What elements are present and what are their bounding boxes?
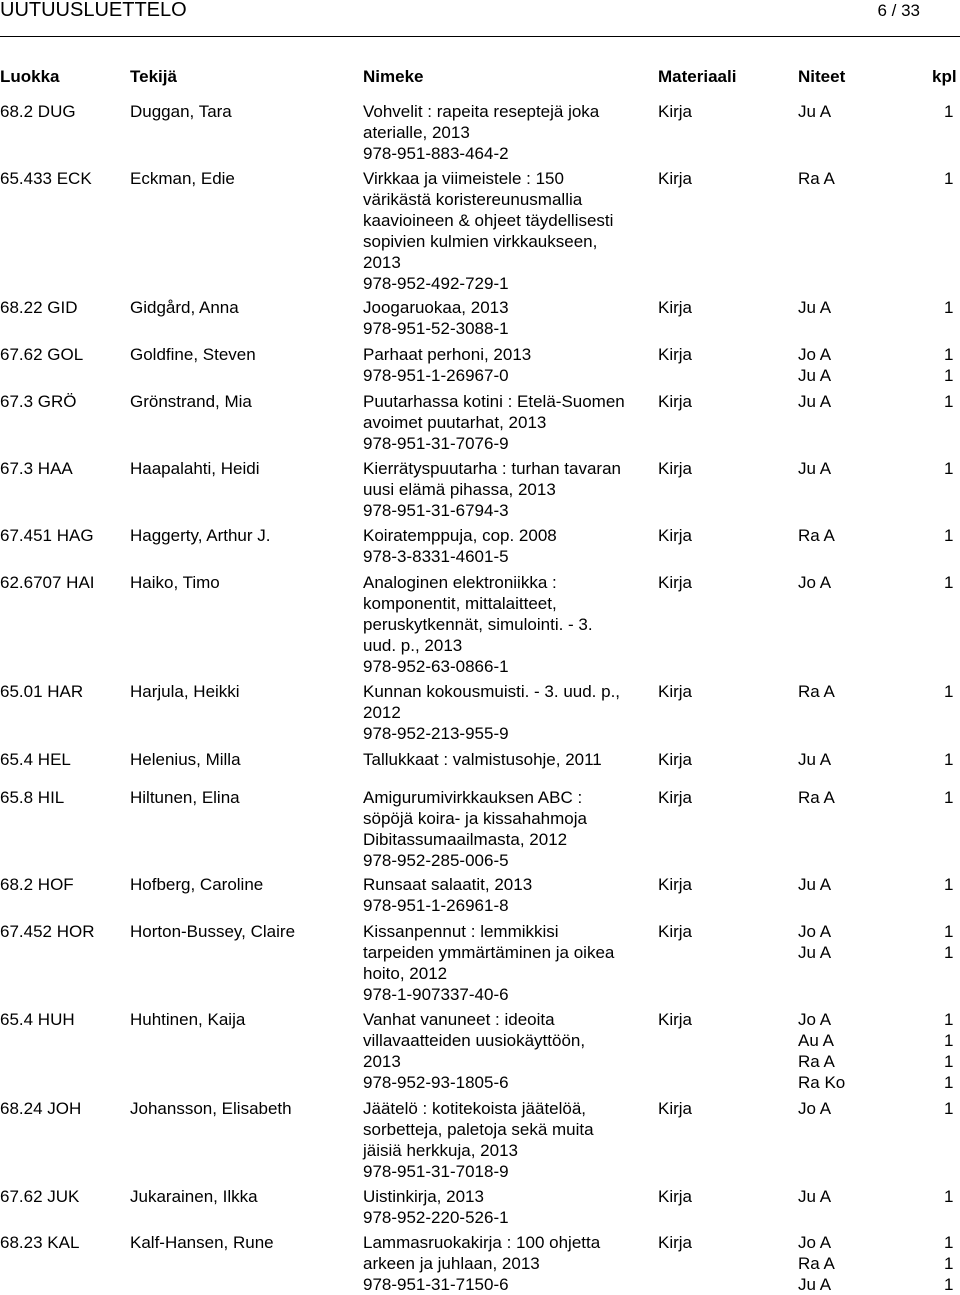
header-rule: [0, 36, 960, 37]
page-title: UUTUUSLUETTELO: [0, 0, 187, 21]
nimeke-line: 978-952-93-1805-6: [363, 1073, 509, 1092]
cell-nimeke: [363, 787, 663, 871]
cell-materiaali: Kirja: [658, 875, 693, 894]
nimeke-line: sopivien kulmien virkkaukseen,: [363, 232, 598, 251]
nimeke-line: 978-952-285-006-5: [363, 851, 509, 870]
cell-luokka: 67.3 GRÖ: [0, 392, 77, 411]
nimeke-line: Kierrätyspuutarha : turhan tavaran: [363, 459, 621, 478]
cell-kpl: [944, 1186, 953, 1207]
niteet-line: Ju A: [798, 943, 832, 962]
nimeke-line: 978-952-63-0866-1: [363, 657, 509, 676]
nimeke-line: Tallukkaat : valmistusohje, 2011: [363, 750, 602, 769]
cell-luokka: 67.451 HAG: [0, 526, 94, 545]
cell-niteet: [798, 1009, 845, 1093]
nimeke-line: villavaatteiden uusiokäyttöön,: [363, 1031, 586, 1050]
cell-tekija: Duggan, Tara: [130, 102, 232, 121]
nimeke-line: jäisiä herkkuja, 2013: [363, 1141, 518, 1160]
kpl-line: 1: [944, 682, 954, 701]
niteet-line: Jo A: [798, 1010, 832, 1029]
cell-tekija: Johansson, Elisabeth: [130, 1099, 292, 1118]
cell-kpl: [944, 749, 953, 770]
cell-tekija: Haapalahti, Heidi: [130, 459, 260, 478]
nimeke-line: uud. p., 2013: [363, 636, 463, 655]
cell-tekija: Hofberg, Caroline: [130, 875, 264, 894]
nimeke-line: 2013: [363, 1052, 401, 1071]
cell-kpl: [944, 787, 953, 808]
cell-tekija: Huhtinen, Kaija: [130, 1010, 246, 1029]
cell-nimeke: [363, 1186, 663, 1228]
cell-materiaali: Kirja: [658, 345, 693, 364]
nimeke-line: Analoginen elektroniikka :: [363, 573, 557, 592]
cell-luokka: 68.2 DUG: [0, 102, 76, 121]
nimeke-line: sorbetteja, paletoja sekä muita: [363, 1120, 594, 1139]
cell-niteet: [798, 787, 835, 808]
niteet-line: Ra A: [798, 1052, 835, 1071]
cell-materiaali: Kirja: [658, 573, 693, 592]
cell-materiaali: Kirja: [658, 922, 693, 941]
niteet-line: Ju A: [798, 392, 832, 411]
kpl-line: 1: [944, 875, 954, 894]
nimeke-line: värikästä koristereunusmallia: [363, 190, 583, 209]
cell-niteet: [798, 168, 835, 189]
cell-niteet: [798, 344, 831, 386]
cell-tekija: Gidgård, Anna: [130, 298, 239, 317]
nimeke-line: 978-3-8331-4601-5: [363, 547, 509, 566]
kpl-line: 1: [944, 1275, 954, 1294]
cell-luokka: 65.01 HAR: [0, 682, 84, 701]
cell-niteet: [798, 297, 831, 318]
cell-nimeke: [363, 297, 663, 339]
nimeke-line: 978-951-1-26961-8: [363, 896, 509, 915]
niteet-line: Ra A: [798, 169, 835, 188]
nimeke-line: Amigurumivirkkauksen ABC :: [363, 788, 583, 807]
niteet-line: Ra Ko: [798, 1073, 846, 1092]
nimeke-line: Joogaruokaa, 2013: [363, 298, 509, 317]
cell-nimeke: [363, 1232, 663, 1295]
cell-tekija: Kalf-Hansen, Rune: [130, 1233, 274, 1252]
cell-nimeke: [363, 458, 663, 521]
kpl-line: 1: [944, 1099, 954, 1118]
nimeke-line: 2013: [363, 253, 401, 272]
nimeke-line: hoito, 2012: [363, 964, 448, 983]
cell-materiaali: Kirja: [658, 1010, 693, 1029]
nimeke-line: Jäätelö : kotitekoista jäätelöä,: [363, 1099, 587, 1118]
nimeke-line: 978-951-31-7018-9: [363, 1162, 509, 1181]
nimeke-line: 978-951-52-3088-1: [363, 319, 509, 338]
nimeke-line: söpöjä koira- ja kissahahmoja: [363, 809, 587, 828]
nimeke-line: Virkkaa ja viimeistele : 150: [363, 169, 564, 188]
kpl-line: 1: [944, 788, 954, 807]
cell-nimeke: [363, 749, 663, 770]
nimeke-line: komponentit, mittalaitteet,: [363, 594, 557, 613]
nimeke-line: tarpeiden ymmärtäminen ja oikea: [363, 943, 615, 962]
cell-materiaali: Kirja: [658, 169, 693, 188]
cell-luokka: 68.2 HOF: [0, 875, 74, 894]
nimeke-line: 978-951-883-464-2: [363, 144, 509, 163]
col-header-nimeke: Nimeke: [363, 67, 424, 86]
cell-nimeke: [363, 391, 663, 454]
nimeke-line: Puutarhassa kotini : Etelä-Suomen: [363, 392, 625, 411]
cell-materiaali: Kirja: [658, 788, 693, 807]
nimeke-line: Parhaat perhoni, 2013: [363, 345, 532, 364]
cell-niteet: [798, 1232, 835, 1295]
nimeke-line: 978-1-907337-40-6: [363, 985, 509, 1004]
cell-nimeke: [363, 921, 663, 1005]
niteet-line: Jo A: [798, 1233, 832, 1252]
cell-nimeke: [363, 344, 663, 386]
cell-materiaali: Kirja: [658, 1099, 693, 1118]
nimeke-line: 978-951-31-7150-6: [363, 1275, 509, 1294]
col-header-niteet: Niteet: [798, 67, 846, 86]
cell-tekija: Hiltunen, Elina: [130, 788, 240, 807]
nimeke-line: 978-951-31-6794-3: [363, 501, 509, 520]
nimeke-line: Uistinkirja, 2013: [363, 1187, 484, 1206]
col-header-tekija: Tekijä: [130, 67, 177, 86]
cell-luokka: 68.23 KAL: [0, 1233, 80, 1252]
cell-materiaali: Kirja: [658, 102, 693, 121]
niteet-line: Ra A: [798, 788, 835, 807]
cell-kpl: [944, 921, 953, 963]
niteet-line: Ra A: [798, 1254, 835, 1273]
kpl-line: 1: [944, 1010, 954, 1029]
cell-niteet: [798, 572, 831, 593]
cell-luokka: 65.4 HUH: [0, 1010, 75, 1029]
cell-materiaali: Kirja: [658, 459, 693, 478]
nimeke-line: 978-952-492-729-1: [363, 274, 509, 293]
kpl-line: 1: [944, 943, 954, 962]
cell-nimeke: [363, 1009, 663, 1093]
cell-luokka: 68.22 GID: [0, 298, 78, 317]
cell-materiaali: Kirja: [658, 298, 693, 317]
niteet-line: Ju A: [798, 366, 832, 385]
kpl-line: 1: [944, 526, 954, 545]
cell-nimeke: [363, 874, 663, 916]
kpl-line: 1: [944, 1031, 954, 1050]
cell-niteet: [798, 921, 831, 963]
nimeke-line: Vohvelit : rapeita reseptejä joka: [363, 102, 600, 121]
cell-kpl: [944, 1232, 953, 1295]
cell-tekija: Harjula, Heikki: [130, 682, 240, 701]
niteet-line: Ju A: [798, 298, 832, 317]
cell-niteet: [798, 458, 831, 479]
nimeke-line: uusi elämä pihassa, 2013: [363, 480, 556, 499]
kpl-line: 1: [944, 169, 954, 188]
cell-materiaali: Kirja: [658, 1187, 693, 1206]
niteet-line: Ju A: [798, 459, 832, 478]
nimeke-line: aterialle, 2013: [363, 123, 470, 142]
cell-niteet: [798, 391, 831, 412]
kpl-line: 1: [944, 392, 954, 411]
cell-niteet: [798, 749, 831, 770]
cell-tekija: Helenius, Milla: [130, 750, 241, 769]
niteet-line: Ju A: [798, 1187, 832, 1206]
cell-nimeke: [363, 572, 663, 677]
cell-nimeke: [363, 168, 663, 294]
cell-luokka: 65.4 HEL: [0, 750, 71, 769]
kpl-line: 1: [944, 459, 954, 478]
niteet-line: Ju A: [798, 875, 832, 894]
kpl-line: 1: [944, 102, 954, 121]
nimeke-line: 978-951-1-26967-0: [363, 366, 509, 385]
cell-kpl: [944, 681, 953, 702]
col-header-materiaali: Materiaali: [658, 67, 737, 86]
cell-luokka: 65.433 ECK: [0, 169, 92, 188]
cell-tekija: Haggerty, Arthur J.: [130, 526, 271, 545]
cell-tekija: Eckman, Edie: [130, 169, 235, 188]
niteet-line: Au A: [798, 1031, 834, 1050]
nimeke-line: 978-951-31-7076-9: [363, 434, 509, 453]
col-header-kpl: kpl: [932, 67, 957, 86]
kpl-line: 1: [944, 750, 954, 769]
cell-luokka: 62.6707 HAI: [0, 573, 95, 592]
cell-niteet: [798, 1098, 831, 1119]
cell-niteet: [798, 525, 835, 546]
kpl-line: 1: [944, 1187, 954, 1206]
nimeke-line: Kissanpennut : lemmikkisi: [363, 922, 559, 941]
niteet-line: Jo A: [798, 345, 832, 364]
cell-nimeke: [363, 525, 663, 567]
cell-tekija: Goldfine, Steven: [130, 345, 256, 364]
nimeke-line: Runsaat salaatit, 2013: [363, 875, 533, 894]
kpl-line: 1: [944, 922, 954, 941]
niteet-line: Ra A: [798, 682, 835, 701]
niteet-line: Ra A: [798, 526, 835, 545]
nimeke-line: avoimet puutarhat, 2013: [363, 413, 547, 432]
cell-kpl: [944, 297, 953, 318]
nimeke-line: Lammasruokakirja : 100 ohjetta: [363, 1233, 601, 1252]
cell-niteet: [798, 874, 831, 895]
kpl-line: 1: [944, 298, 954, 317]
niteet-line: Ju A: [798, 750, 832, 769]
cell-tekija: Horton-Bussey, Claire: [130, 922, 296, 941]
cell-materiaali: Kirja: [658, 1233, 693, 1252]
cell-niteet: [798, 101, 831, 122]
col-header-luokka: Luokka: [0, 67, 60, 86]
cell-nimeke: [363, 101, 663, 164]
cell-materiaali: Kirja: [658, 750, 693, 769]
nimeke-line: 2012: [363, 703, 401, 722]
cell-niteet: [798, 1186, 831, 1207]
kpl-line: 1: [944, 345, 954, 364]
cell-tekija: Grönstrand, Mia: [130, 392, 252, 411]
cell-niteet: [798, 681, 835, 702]
kpl-line: 1: [944, 1073, 954, 1092]
cell-luokka: 67.3 HAA: [0, 459, 73, 478]
niteet-line: Ju A: [798, 1275, 832, 1294]
cell-materiaali: Kirja: [658, 526, 693, 545]
cell-kpl: [944, 344, 953, 386]
cell-kpl: [944, 525, 953, 546]
niteet-line: Jo A: [798, 1099, 832, 1118]
nimeke-line: kaavioineen & ohjeet täydellisesti: [363, 211, 614, 230]
nimeke-line: peruskytkennät, simulointi. - 3.: [363, 615, 593, 634]
niteet-line: Jo A: [798, 922, 832, 941]
cell-kpl: [944, 572, 953, 593]
kpl-line: 1: [944, 366, 954, 385]
cell-luokka: 67.62 JUK: [0, 1187, 80, 1206]
cell-luokka: 67.452 HOR: [0, 922, 95, 941]
cell-kpl: [944, 168, 953, 189]
cell-luokka: 67.62 GOL: [0, 345, 84, 364]
cell-tekija: Haiko, Timo: [130, 573, 220, 592]
kpl-line: 1: [944, 1233, 954, 1252]
cell-kpl: [944, 391, 953, 412]
niteet-line: Ju A: [798, 102, 832, 121]
nimeke-line: arkeen ja juhlaan, 2013: [363, 1254, 540, 1273]
cell-kpl: [944, 1098, 953, 1119]
nimeke-line: Koiratemppuja, cop. 2008: [363, 526, 557, 545]
nimeke-line: Dibitassumaailmasta, 2012: [363, 830, 568, 849]
nimeke-line: Vanhat vanuneet : ideoita: [363, 1010, 555, 1029]
kpl-line: 1: [944, 573, 954, 592]
cell-materiaali: Kirja: [658, 682, 693, 701]
kpl-line: 1: [944, 1052, 954, 1071]
niteet-line: Jo A: [798, 573, 832, 592]
cell-kpl: [944, 101, 953, 122]
cell-materiaali: Kirja: [658, 392, 693, 411]
cell-tekija: Jukarainen, Ilkka: [130, 1187, 258, 1206]
cell-kpl: [944, 458, 953, 479]
cell-kpl: [944, 1009, 953, 1093]
nimeke-line: 978-952-213-955-9: [363, 724, 509, 743]
nimeke-line: Kunnan kokousmuisti. - 3. uud. p.,: [363, 682, 621, 701]
nimeke-line: 978-952-220-526-1: [363, 1208, 509, 1227]
cell-luokka: 65.8 HIL: [0, 788, 65, 807]
page-number: 6 / 33: [877, 1, 920, 20]
cell-luokka: 68.24 JOH: [0, 1099, 82, 1118]
cell-nimeke: [363, 681, 663, 744]
cell-nimeke: [363, 1098, 663, 1182]
cell-kpl: [944, 874, 953, 895]
kpl-line: 1: [944, 1254, 954, 1273]
